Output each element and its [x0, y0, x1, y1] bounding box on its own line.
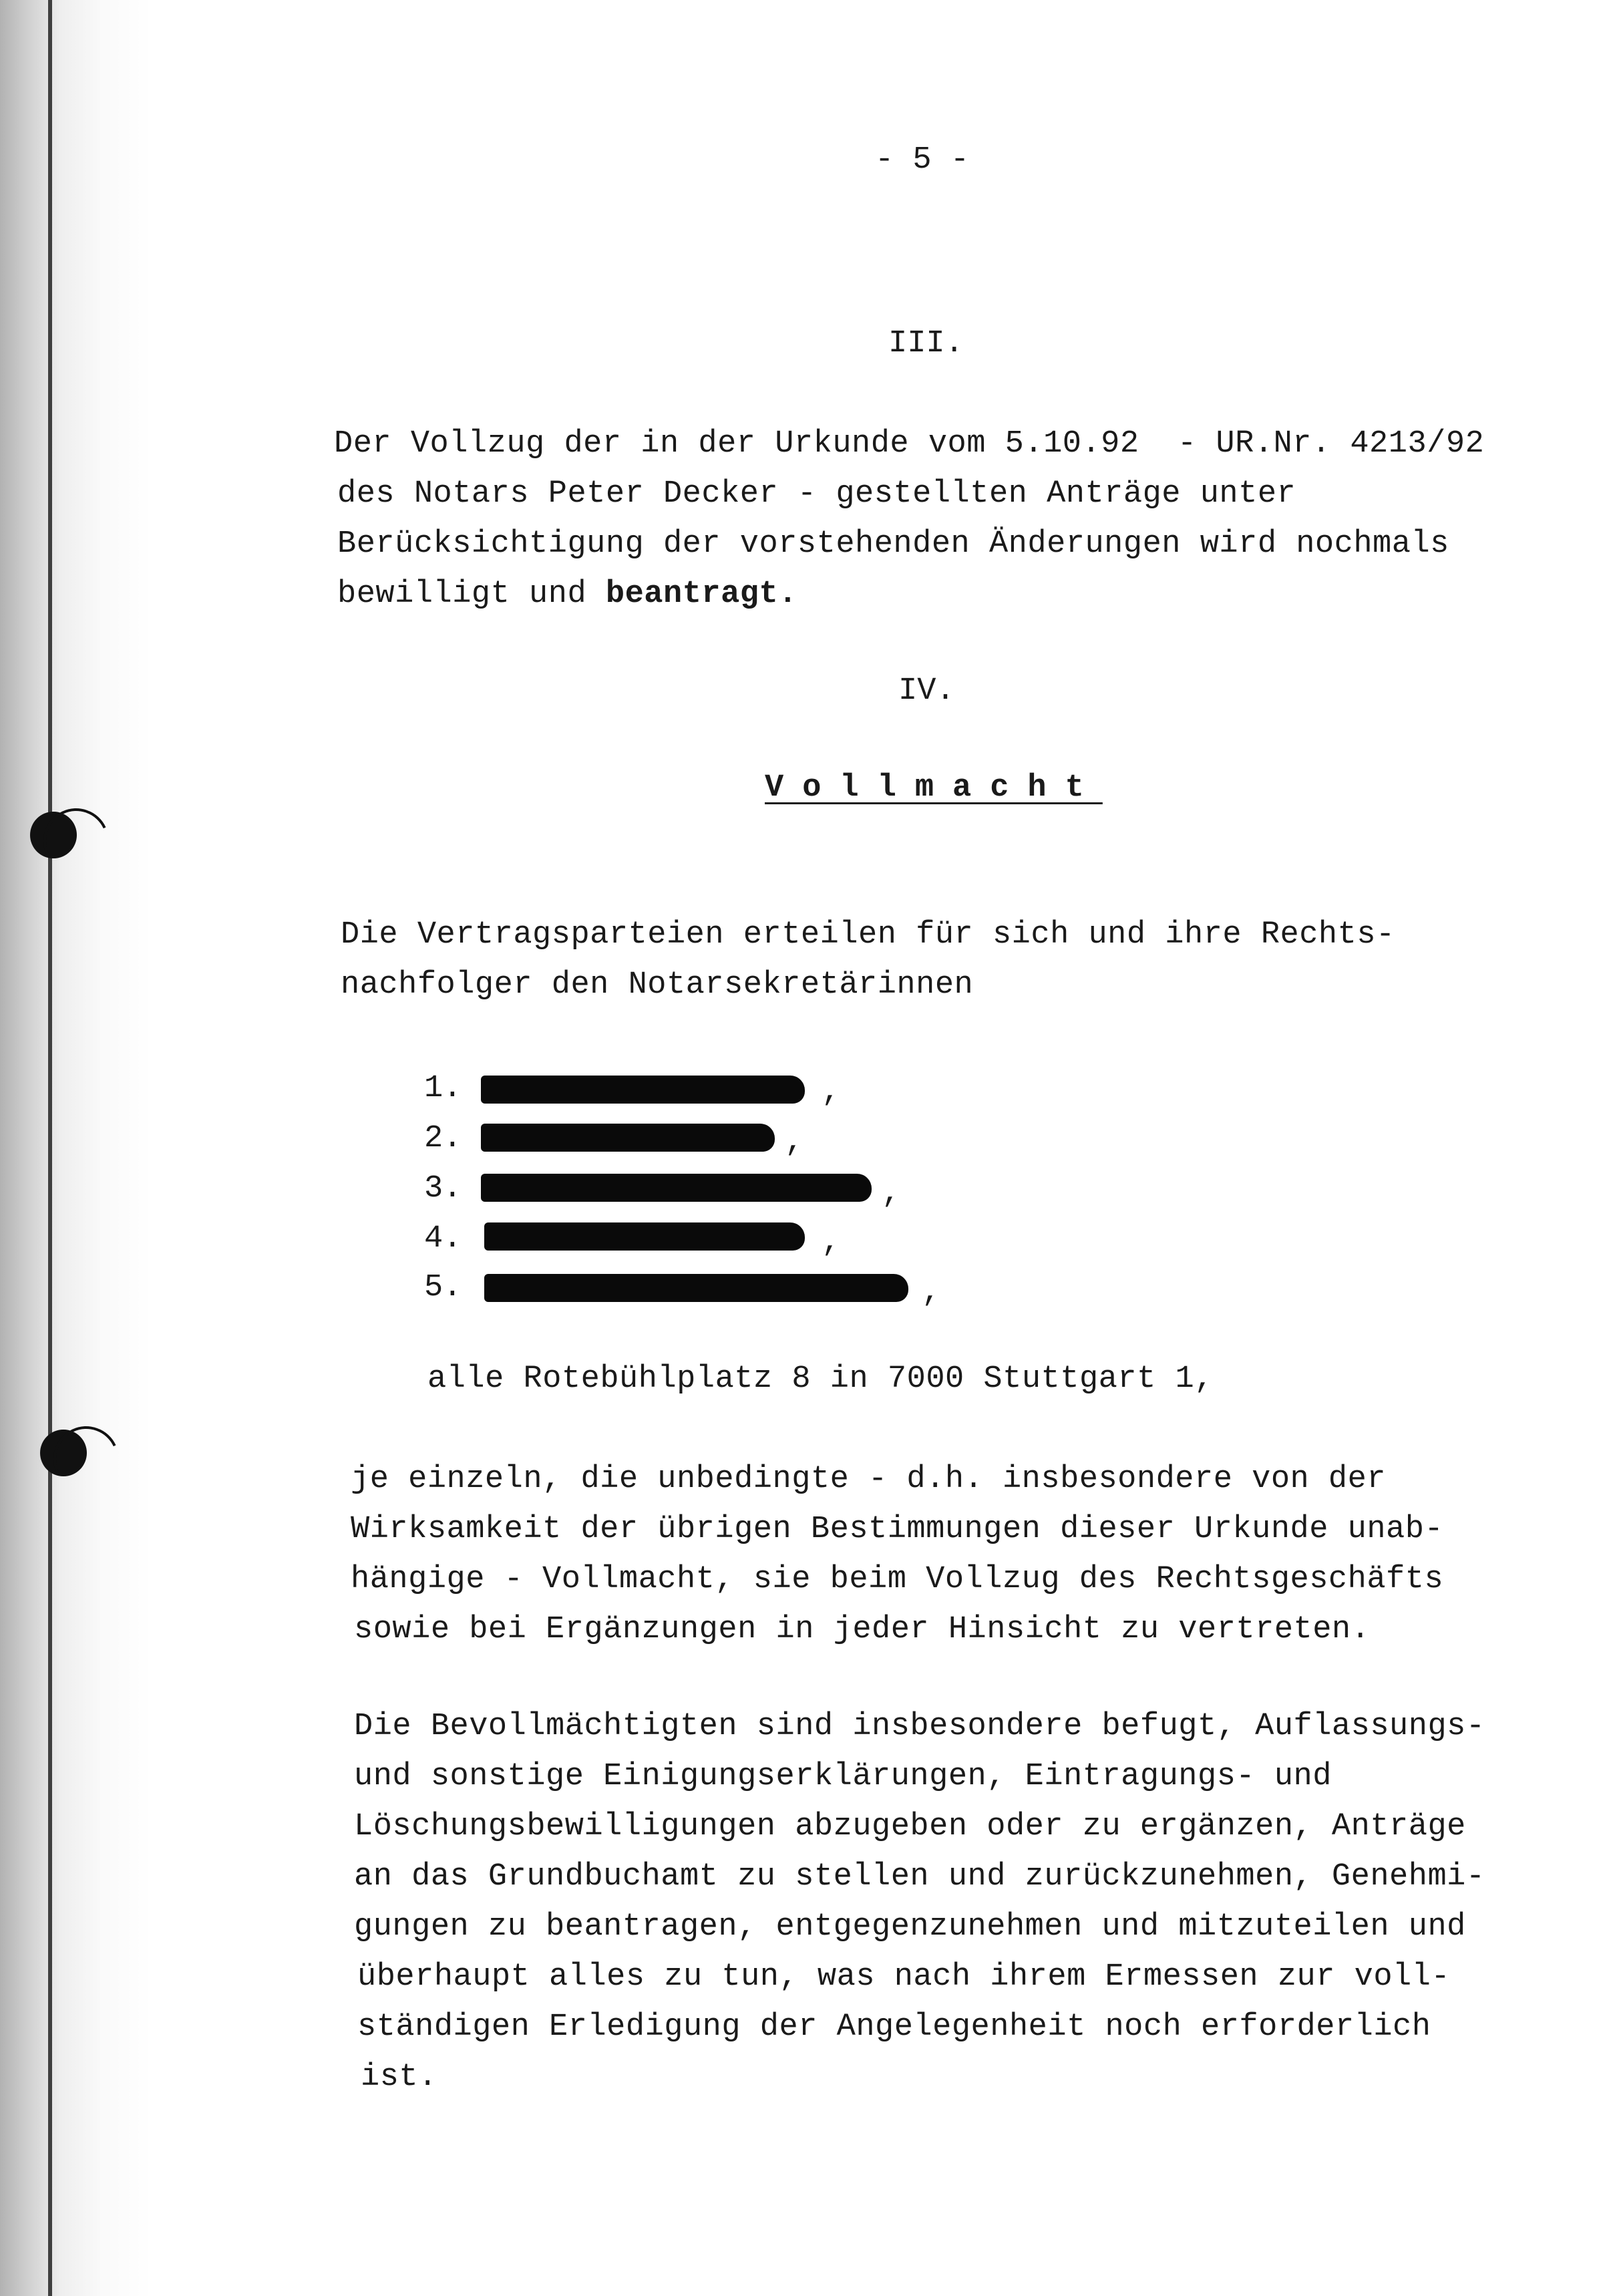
section-3-last-bold: beantragt. — [605, 577, 797, 612]
scan-edge-shadow — [0, 0, 154, 2296]
para2-line: Die Bevollmächtigten sind insbesondere befugt, Auflassungs- — [354, 1709, 1485, 1744]
para2-line: ständigen Erledigung der Angelegenheit noch erforderlich — [357, 2009, 1431, 2045]
para1-line: Wirksamkeit der übrigen Bestimmungen dieser Urkunde unab- — [351, 1512, 1444, 1547]
list-comma: , — [882, 1176, 901, 1211]
para2-line: überhaupt alles zu tun, was nach ihrem Ermessen zur voll- — [357, 1959, 1451, 1995]
list-number: 4. — [424, 1221, 462, 1257]
list-comma: , — [785, 1124, 804, 1160]
section-3-line: Der Vollzug der in der Urkunde vom 5.10.92 - UR.Nr. 4213/92 — [334, 426, 1485, 462]
para1-line: je einzeln, die unbedingte - d.h. insbesondere von der — [351, 1462, 1387, 1497]
redaction-bar — [484, 1274, 908, 1302]
section-3-heading: III. — [888, 326, 964, 361]
list-number: 3. — [424, 1171, 462, 1206]
list-comma: , — [822, 1224, 841, 1260]
address-line: alle Rotebühlplatz 8 in 7000 Stuttgart 1, — [427, 1361, 1214, 1397]
redaction-bar — [481, 1124, 775, 1152]
para2-line: Löschungsbewilligungen abzugeben oder zu ergänzen, Anträge — [354, 1809, 1466, 1844]
para2-line: gungen zu beantragen, entgegenzunehmen und mitzuteilen und — [354, 1909, 1466, 1945]
list-comma: , — [822, 1074, 841, 1110]
section-4-title: Vollmacht — [765, 770, 1103, 806]
redaction-bar — [484, 1222, 805, 1251]
section-3-last-line — [337, 575, 797, 615]
section-3-line: des Notars Peter Decker - gestellten Anträge unter — [337, 476, 1296, 512]
section-3-last-text: bewilligt und — [337, 577, 606, 612]
para2-line: an das Grundbuchamt zu stellen und zurückzunehmen, Genehmi- — [354, 1859, 1485, 1895]
list-number: 5. — [424, 1270, 462, 1305]
para2-line: und sonstige Einigungserklärungen, Eintragungs- und — [354, 1759, 1332, 1794]
redaction-bar — [481, 1076, 805, 1104]
redaction-bar — [481, 1174, 872, 1202]
list-comma: , — [922, 1275, 941, 1310]
para1-line: hängige - Vollmacht, sie beim Vollzug des Rechtsgeschäfts — [351, 1562, 1444, 1597]
section-4-heading: IV. — [898, 673, 955, 709]
scan-edge-line — [48, 0, 52, 2296]
para1-line: sowie bei Ergänzungen in jeder Hinsicht zu vertreten. — [354, 1612, 1371, 1647]
section-3-line: Berücksichtigung der vorstehenden Änderungen wird nochmals — [337, 526, 1449, 562]
list-number: 1. — [424, 1071, 462, 1106]
list-number: 2. — [424, 1121, 462, 1156]
intro-line: nachfolger den Notarsekretärinnen — [341, 967, 974, 1003]
para2-line: ist. — [361, 2060, 437, 2095]
page-number: - 5 - — [875, 142, 970, 178]
intro-line: Die Vertragsparteien erteilen für sich und ihre Rechts- — [341, 917, 1395, 953]
